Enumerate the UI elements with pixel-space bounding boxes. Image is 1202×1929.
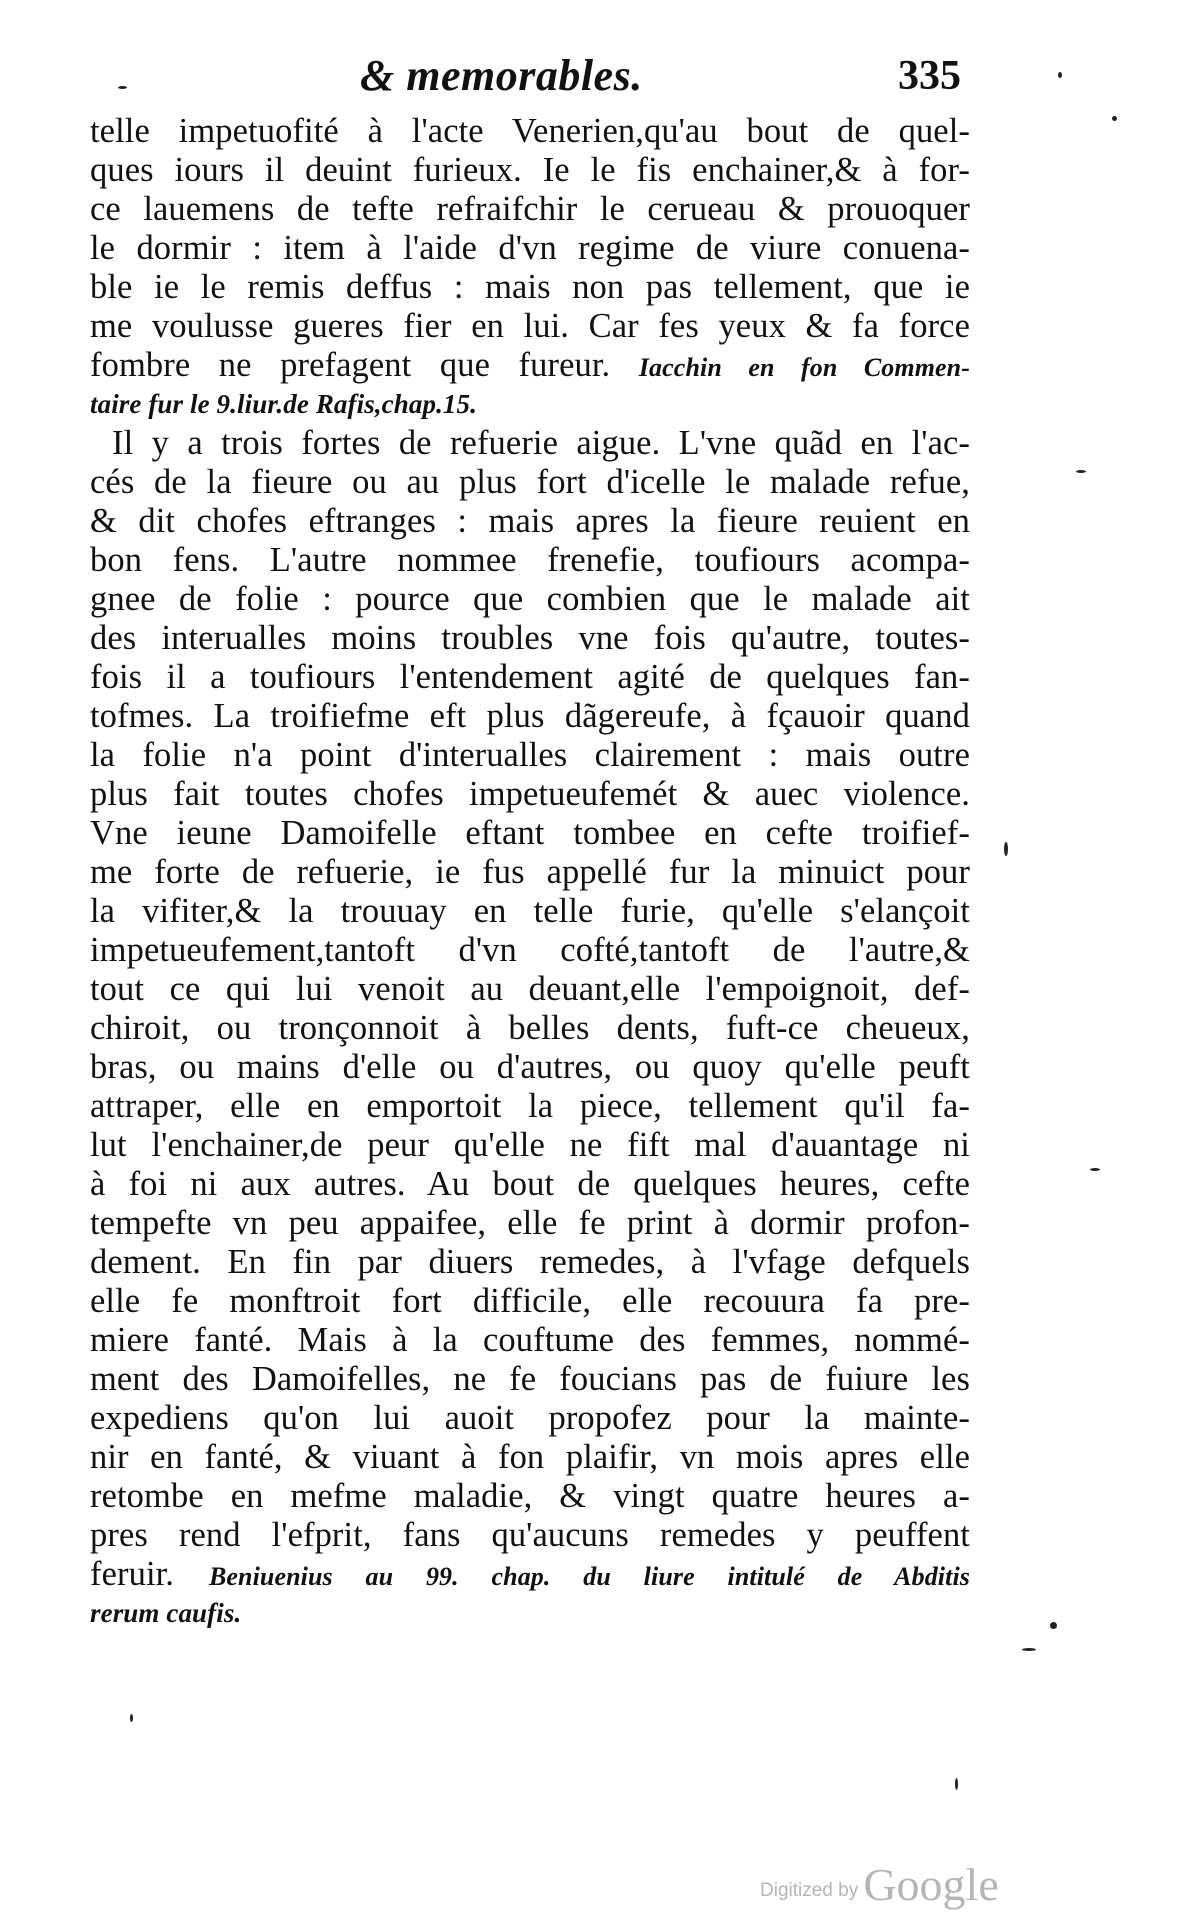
text-line: bras, ou mains d'elle ou d'autres, ou quoy qu'elle peuft	[90, 1048, 970, 1086]
scan-speck	[1058, 72, 1062, 78]
text-line: pres rend l'efprit, fans qu'aucuns remedes y peuffent	[90, 1516, 970, 1554]
text-line: nir en fanté, & viuant à fon plaifir, vn mois apres elle	[90, 1438, 970, 1476]
text-line: me voulusse gueres fier en lui. Car fes yeux & fa force	[90, 307, 970, 345]
citation-line: rerum caufis.	[90, 1598, 242, 1628]
text-line: bon fens. L'autre nommee frenefie, toufiours acompa-	[90, 541, 970, 579]
text-line: tempefte vn peu appaifee, elle fe print à dormir profon-	[90, 1204, 970, 1242]
scan-speck	[130, 1714, 133, 1722]
scan-speck	[1090, 1168, 1100, 1171]
text-line: gnee de folie : pource que combien que le malade ait	[90, 580, 970, 618]
text-line: retombe en mefme maladie, & vingt quatre heures a-	[90, 1477, 970, 1515]
text-line: telle impetuofité à l'acte Venerien,qu'au bout de quel-	[90, 112, 970, 150]
text-segment: fombre ne prefagent que fureur.	[90, 346, 611, 384]
text-line: tout ce qui lui venoit au deuant,elle l'empoignoit, def-	[90, 970, 970, 1008]
text-line: cés de la fieure ou au plus fort d'icelle le malade refue,	[90, 463, 970, 501]
text-line: la vifiter,& la trouuay en telle furie, qu'elle s'elançoit	[90, 892, 970, 930]
text-line: fois il a toufiours l'entendement agité de quelques fan-	[90, 658, 970, 696]
scan-speck	[1004, 842, 1008, 856]
scan-speck	[118, 86, 127, 89]
text-line: tofmes. La troifiefme eft plus dãgereufe, à fçauoir quand	[90, 697, 970, 735]
text-line: me forte de refuerie, ie fus appellé fur la minuict pour	[90, 853, 970, 891]
text-line-with-citation	[90, 346, 970, 385]
text-line: elle fe monftroit fort difficile, elle recouura fa pre-	[90, 1282, 970, 1320]
text-line: expediens qu'on lui auoit propofez pour la mainte-	[90, 1399, 970, 1437]
text-line: ment des Damoifelles, ne fe foucians pas de fuiure les	[90, 1360, 970, 1398]
text-line: Vne ieune Damoifelle eftant tombee en cefte troifief-	[90, 814, 970, 852]
text-line: le dormir : item à l'aide d'vn regime de viure conuena-	[90, 229, 970, 267]
running-head: & memorables.	[360, 51, 643, 100]
text-line: chiroit, ou tronçonnoit à belles dents, fuft-ce cheueux,	[90, 1009, 970, 1047]
text-line: à foi ni aux autres. Au bout de quelques heures, cefte	[90, 1165, 970, 1203]
text-segment: feruir.	[90, 1555, 175, 1593]
citation: Iacchin en fon Commen-	[638, 353, 970, 382]
text-line: impetueufement,tantoft d'vn cofté,tantoft de l'autre,&	[90, 931, 970, 969]
text-line: plus fait toutes chofes impetueufemét & auec violence.	[90, 775, 970, 813]
text-line: dement. En fin par diuers remedes, à l'vfage defquels	[90, 1243, 970, 1281]
google-logo: Google	[863, 1859, 999, 1910]
text-line: attraper, elle en emportoit la piece, tellement qu'il fa-	[90, 1087, 970, 1125]
google-watermark	[760, 1858, 999, 1911]
text-line-with-citation	[90, 1555, 970, 1594]
citation-line: taire fur le 9.liur.de Rafis,chap.15.	[90, 389, 477, 419]
scan-speck	[1022, 1648, 1036, 1651]
text-line: ques iours il deuint furieux. Ie le fis enchainer,& à for-	[90, 151, 970, 189]
citation: Beniuenius au 99. chap. du liure intitulé de Abditis	[208, 1562, 970, 1591]
scan-speck	[1112, 116, 1117, 121]
text-line: ble ie le remis deffus : mais non pas tellement, que ie	[90, 268, 970, 306]
scan-speck	[1050, 1622, 1057, 1629]
page-number: 335	[898, 53, 961, 99]
body-text	[90, 112, 970, 1633]
text-line: des interualles moins troubles vne fois qu'autre, toutes-	[90, 619, 970, 657]
text-line: la folie n'a point d'interualles clairement : mais outre	[90, 736, 970, 774]
text-line: lut l'enchainer,de peur qu'elle ne fift mal d'auantage ni	[90, 1126, 970, 1164]
text-line: ce lauemens de tefte refraifchir le cerueau & prouoquer	[90, 190, 970, 228]
scan-speck	[1076, 470, 1086, 473]
paragraph-start-line: Il y a trois fortes de refuerie aigue. L'vne quãd en l'ac-	[112, 424, 970, 462]
scan-speck	[955, 1778, 958, 1790]
text-line: miere fanté. Mais à la couftume des femmes, nommé-	[90, 1321, 970, 1359]
text-line: & dit chofes eftranges : mais apres la fieure reuient en	[90, 502, 970, 540]
watermark-prefix: Digitized by	[760, 1880, 859, 1901]
